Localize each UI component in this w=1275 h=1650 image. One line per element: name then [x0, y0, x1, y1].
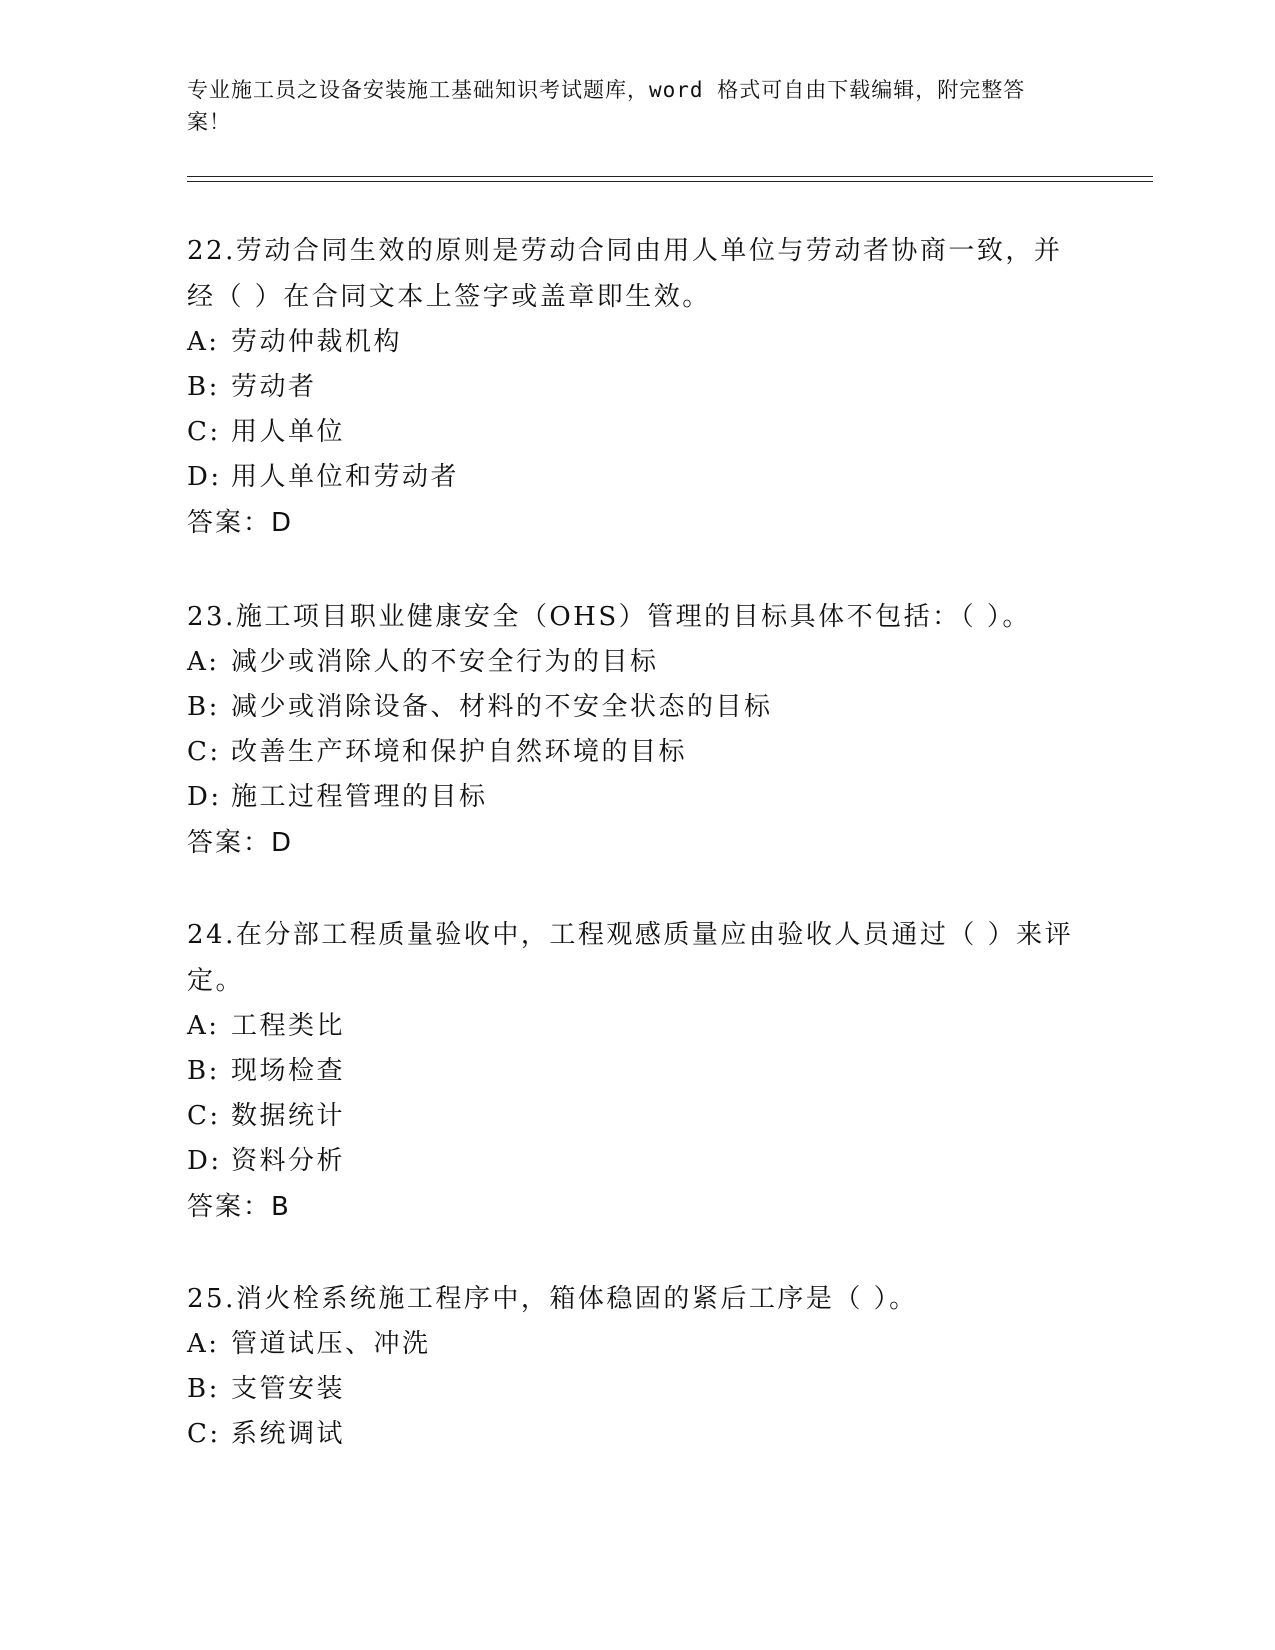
question-stem: 25.消火栓系统施工程序中，箱体稳固的紧后工序是（ ）。	[187, 1284, 918, 1314]
option-key: C:	[187, 1419, 221, 1449]
option-text: 管道试压、冲洗	[231, 1329, 431, 1359]
option-text: 劳动仲裁机构	[231, 327, 403, 357]
option-key: C:	[187, 737, 221, 767]
option-d	[187, 455, 1087, 500]
option-c	[187, 410, 1087, 455]
option-key: B:	[187, 692, 220, 722]
option-text: 用人单位	[231, 417, 346, 447]
option-text: 减少或消除设备、材料的不安全状态的目标	[231, 692, 773, 722]
question-22	[187, 228, 1087, 546]
option-text: 数据统计	[231, 1101, 346, 1131]
question-25	[187, 1276, 1087, 1457]
question-23	[187, 594, 1087, 866]
answer-line: 答案：B	[187, 1192, 291, 1222]
question-stem: 23.施工项目职业健康安全（OHS）管理的目标具体不包括：（ ）。	[187, 602, 1031, 632]
option-d	[187, 1139, 1087, 1184]
option-b	[187, 685, 1087, 730]
option-key: D:	[187, 782, 222, 812]
option-b	[187, 365, 1087, 410]
question-24	[187, 912, 1087, 1230]
option-key: A:	[187, 1329, 220, 1359]
option-key: B:	[187, 372, 220, 402]
option-text: 现场检查	[231, 1056, 346, 1086]
option-a	[187, 640, 1087, 685]
option-c	[187, 730, 1087, 775]
option-key: D:	[187, 1146, 222, 1176]
option-d	[187, 775, 1087, 820]
option-key: A:	[187, 647, 220, 677]
option-text: 用人单位和劳动者	[231, 462, 460, 492]
document-header: 专业施工员之设备安装施工基础知识考试题库，word 格式可自由下载编辑，附完整答案！	[187, 78, 1026, 134]
option-key: A:	[187, 327, 220, 357]
option-key: B:	[187, 1056, 220, 1086]
header-divider-bottom	[187, 181, 1153, 182]
option-key: D:	[187, 462, 222, 492]
option-b	[187, 1367, 1087, 1412]
option-text: 劳动者	[231, 372, 317, 402]
option-key: B:	[187, 1374, 220, 1404]
option-c	[187, 1412, 1087, 1457]
option-text: 工程类比	[231, 1011, 346, 1041]
option-text: 改善生产环境和保护自然环境的目标	[231, 737, 688, 767]
option-c	[187, 1094, 1087, 1139]
option-a	[187, 1322, 1087, 1367]
option-text: 施工过程管理的目标	[231, 782, 488, 812]
answer-line: 答案：D	[187, 508, 294, 538]
option-text: 支管安装	[231, 1374, 346, 1404]
option-a	[187, 1004, 1087, 1049]
option-key: A:	[187, 1011, 220, 1041]
option-text: 减少或消除人的不安全行为的目标	[231, 647, 659, 677]
header-divider-top	[187, 176, 1153, 177]
option-text: 系统调试	[231, 1419, 346, 1449]
question-stem: 24.在分部工程质量验收中，工程观感质量应由验收人员通过（ ）来评定。	[187, 920, 1074, 996]
option-a	[187, 320, 1087, 365]
question-stem: 22.劳动合同生效的原则是劳动合同由用人单位与劳动者协商一致，并经（ ）在合同文本上签字或盖章即生效。	[187, 236, 1063, 312]
option-text: 资料分析	[231, 1146, 346, 1176]
option-b	[187, 1049, 1087, 1094]
option-key: C:	[187, 417, 221, 447]
option-key: C:	[187, 1101, 221, 1131]
answer-line: 答案：D	[187, 828, 294, 858]
